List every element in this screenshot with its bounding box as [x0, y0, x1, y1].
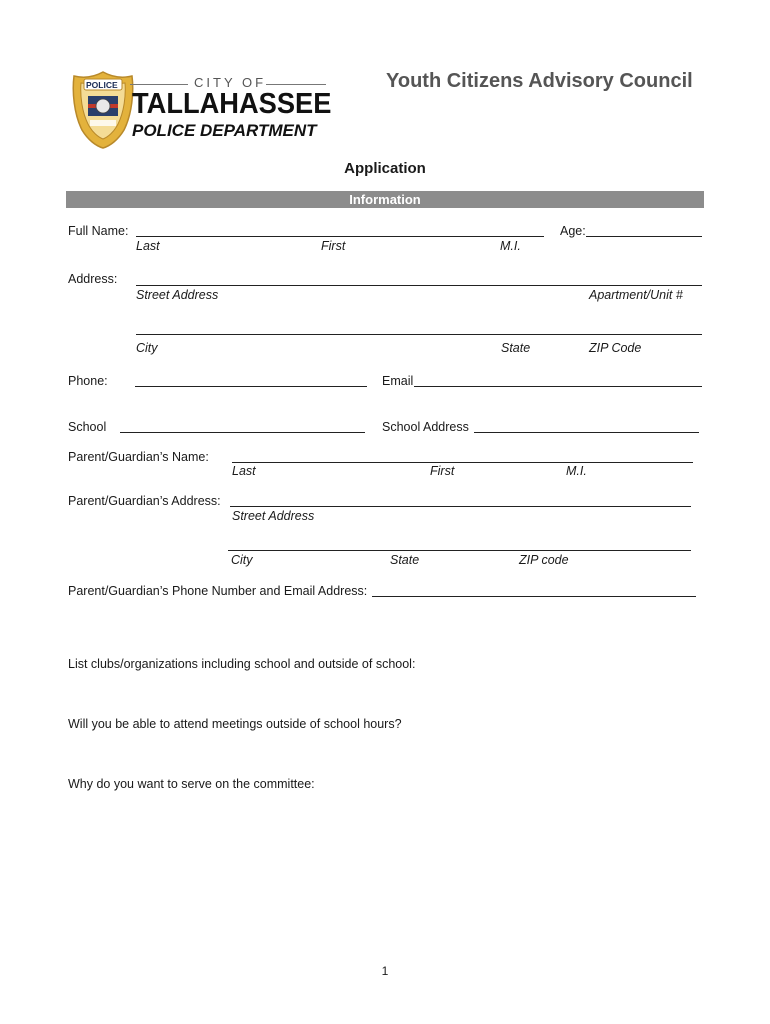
school-address-label: School Address	[382, 420, 469, 434]
guardian-first-caption: First	[430, 464, 455, 478]
divider	[130, 84, 188, 85]
guardian-zip-caption: ZIP code	[519, 553, 569, 567]
question-clubs: List clubs/organizations including school and outside of school:	[68, 657, 416, 671]
school-label: School	[68, 420, 107, 434]
zip-caption: ZIP Code	[589, 341, 642, 355]
application-heading: Application	[344, 160, 426, 177]
guardian-address-label: Parent/Guardian’s Address:	[68, 494, 221, 508]
guardian-last-caption: Last	[232, 464, 256, 478]
page-number: 1	[381, 964, 389, 978]
phone-field[interactable]	[135, 386, 367, 387]
school-field[interactable]	[120, 432, 365, 433]
question-meetings: Will you be able to attend meetings outside of school hours?	[68, 717, 402, 731]
state-caption: State	[501, 341, 531, 355]
full-name-first-caption: First	[321, 239, 346, 253]
city-of-label: CITY OF	[194, 75, 267, 90]
section-label: Information	[349, 192, 421, 207]
full-name-mi-caption: M.I.	[500, 239, 521, 253]
email-field[interactable]	[414, 386, 702, 387]
full-name-label: Full Name:	[68, 224, 129, 238]
department-name: POLICE DEPARTMENT	[132, 121, 317, 140]
guardian-street-caption: Street Address	[232, 509, 315, 523]
guardian-city-state-zip-field[interactable]	[228, 550, 691, 551]
section-bar-information	[66, 191, 704, 208]
badge-text: POLICE	[86, 80, 118, 90]
guardian-name-label: Parent/Guardian’s Name:	[68, 450, 209, 464]
address-label: Address:	[68, 272, 118, 286]
page-title: Youth Citizens Advisory Council	[386, 70, 693, 92]
phone-label: Phone:	[68, 374, 108, 388]
email-label: Email	[382, 374, 414, 388]
full-name-field[interactable]	[136, 236, 544, 237]
guardian-street-field[interactable]	[230, 506, 691, 507]
guardian-contact-label: Parent/Guardian’s Phone Number and Email Address:	[68, 584, 368, 598]
age-field[interactable]	[586, 236, 702, 237]
age-label: Age:	[560, 224, 586, 238]
street-address-field[interactable]	[136, 285, 702, 286]
city-state-zip-field[interactable]	[136, 334, 702, 335]
guardian-name-field[interactable]	[232, 462, 693, 463]
city-name: TALLAHASSEE	[132, 88, 332, 120]
guardian-state-caption: State	[390, 553, 420, 567]
city-caption: City	[136, 341, 158, 355]
apartment-caption: Apartment/Unit #	[589, 288, 683, 302]
guardian-mi-caption: M.I.	[566, 464, 587, 478]
question-why: Why do you want to serve on the committee:	[68, 777, 315, 791]
divider	[266, 84, 326, 85]
school-address-field[interactable]	[474, 432, 699, 433]
full-name-last-caption: Last	[136, 239, 160, 253]
street-address-caption: Street Address	[136, 288, 219, 302]
guardian-contact-field[interactable]	[372, 596, 696, 597]
guardian-city-caption: City	[231, 553, 253, 567]
